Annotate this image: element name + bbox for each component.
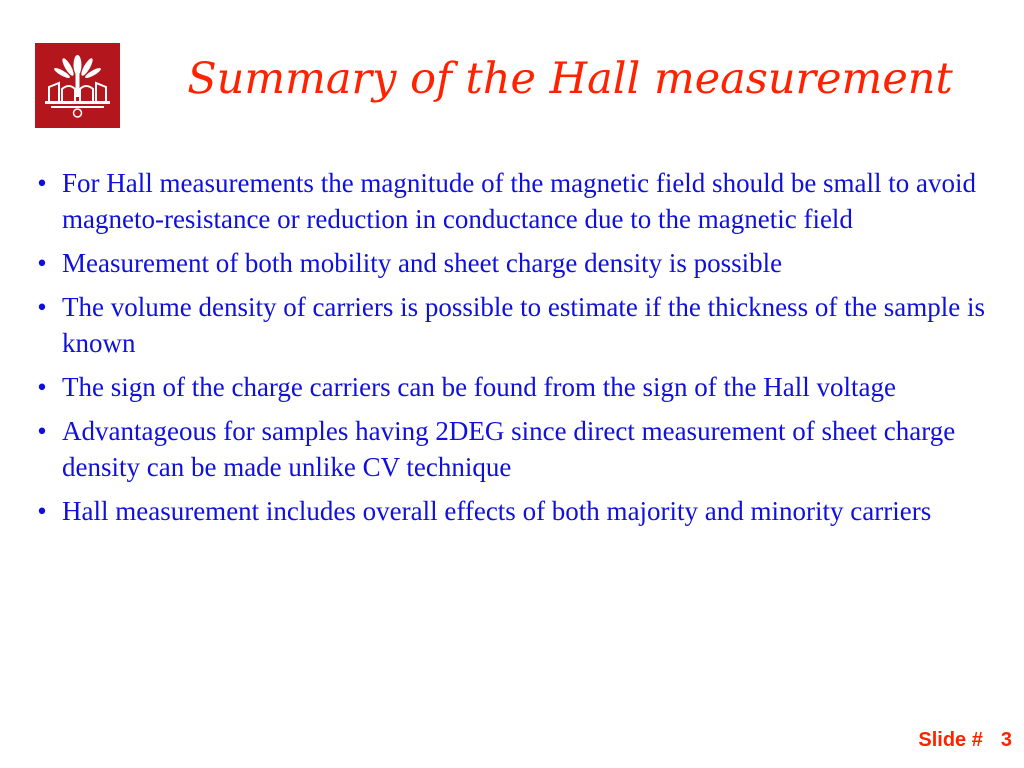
bullet-marker: • bbox=[37, 372, 47, 402]
slide-number-label: Slide # bbox=[918, 729, 983, 751]
palmetto-seal-icon bbox=[35, 43, 120, 128]
bullet-text: Advantageous for samples having 2DEG since direct measurement of sheet charge density can be made unlike CV technique bbox=[62, 416, 956, 482]
slide-number-footer bbox=[918, 729, 1012, 752]
bullet-marker: • bbox=[37, 416, 47, 446]
bullet-marker: • bbox=[37, 496, 47, 526]
bullet-text: For Hall measurements the magnitude of the magnetic field should be small to avoid magneto-resistance or reduction in conductance due to the magnetic field bbox=[62, 168, 977, 234]
bullet-text: The volume density of carriers is possible to estimate if the thickness of the sample is known bbox=[62, 292, 986, 358]
bullet-marker: • bbox=[37, 292, 47, 322]
bullet-text: Measurement of both mobility and sheet charge density is possible bbox=[62, 248, 783, 278]
slide-title: Summary of the Hall measurement bbox=[187, 54, 953, 104]
bullet-text: The sign of the charge carriers can be found from the sign of the Hall voltage bbox=[62, 372, 896, 402]
bullet-marker: • bbox=[37, 248, 47, 278]
university-logo bbox=[35, 43, 120, 128]
bullet-item bbox=[32, 165, 992, 237]
bullet-item bbox=[32, 289, 992, 361]
bullet-text: Hall measurement includes overall effects of both majority and minority carriers bbox=[62, 496, 932, 526]
slide-number: 3 bbox=[1000, 729, 1012, 751]
bullet-item bbox=[32, 413, 992, 485]
bullet-marker: • bbox=[37, 168, 47, 198]
bullet-list bbox=[32, 165, 992, 537]
bullet-item bbox=[32, 369, 992, 405]
bullet-item bbox=[32, 493, 992, 529]
bullet-item bbox=[32, 245, 992, 281]
